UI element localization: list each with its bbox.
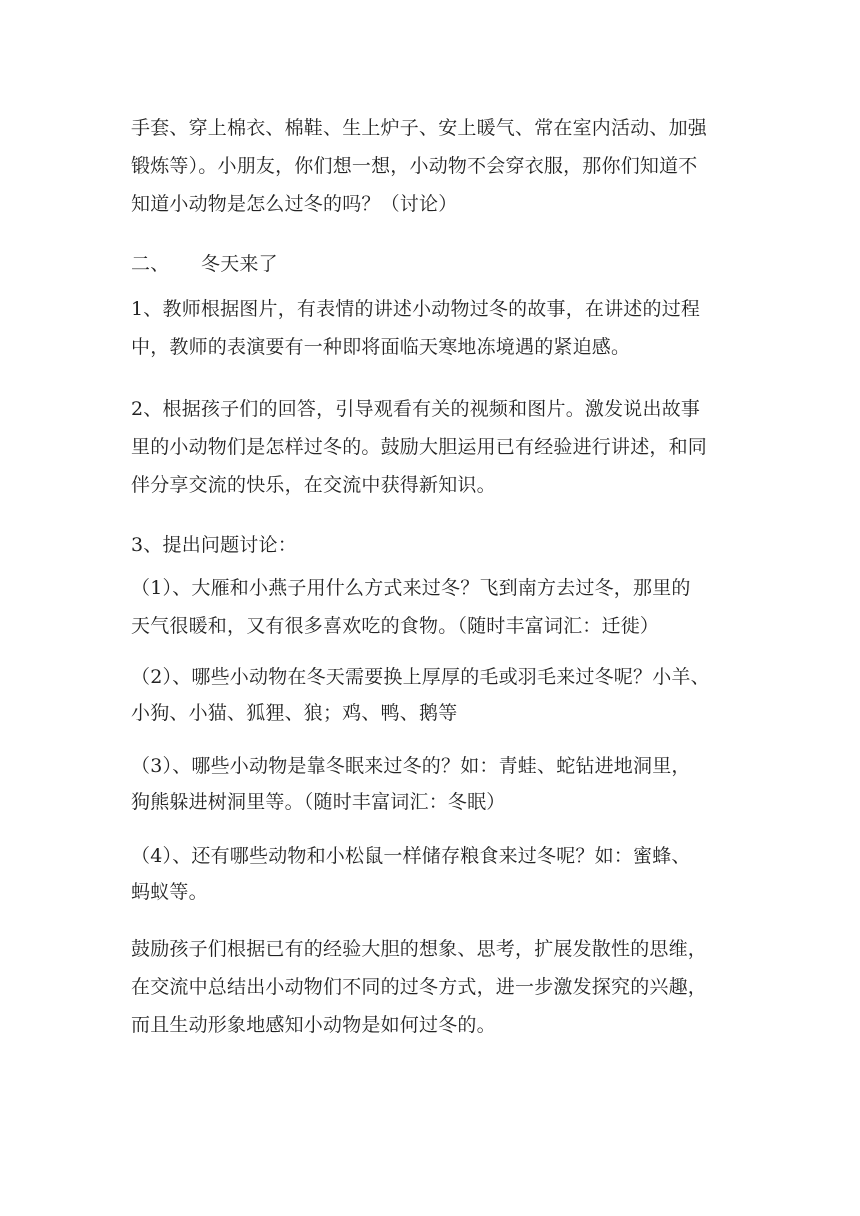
- text-line: 而且生动形象地感知小动物是如何过冬的。: [131, 1014, 496, 1036]
- text-line: （1）、大雁和小燕子用什么方式来过冬？飞到南方去过冬，那里的: [131, 577, 691, 599]
- question-2-paragraph: [131, 659, 741, 731]
- text-line: （3）、哪些小动物是靠冬眠来过冬的？如：青蛙、蛇钻进地洞里，: [131, 755, 691, 777]
- question-3-paragraph: [131, 748, 741, 820]
- text-line: 伴分享交流的快乐，在交流中获得新知识。: [131, 474, 496, 496]
- text-line: 天气很暖和，又有很多喜欢吃的食物。（随时丰富词汇：迁徙）: [131, 615, 660, 637]
- conclusion-paragraph: [131, 930, 741, 1044]
- text-line: 知道小动物是怎么过冬的吗？（讨论）: [131, 193, 458, 215]
- section-heading: [131, 245, 741, 283]
- section-heading-line: [131, 245, 741, 283]
- item-3-paragraph: [131, 526, 741, 564]
- text-line: （4）、还有哪些动物和小松鼠一样储存粮食来过冬呢？如：蜜蜂、: [131, 845, 691, 867]
- item-2-paragraph: [131, 390, 741, 504]
- intro-paragraph: [131, 109, 741, 223]
- text-line: 3、提出问题讨论：: [131, 534, 297, 556]
- section-title: 冬天来了: [201, 253, 278, 275]
- question-4-paragraph: [131, 838, 741, 910]
- text-line: 中，教师的表演要有一种即将面临天寒地冻境遇的紧迫感。: [131, 336, 631, 358]
- text-line: 鼓励孩子们根据已有的经验大胆的想象、思考，扩展发散性的思维，: [131, 938, 708, 960]
- text-line: 2、根据孩子们的回答，引导观看有关的视频和图片。激发说出故事: [131, 398, 701, 420]
- text-line: 手套、穿上棉衣、棉鞋、生上炉子、安上暖气、常在室内活动、加强: [131, 117, 708, 139]
- item-1-paragraph: [131, 290, 741, 366]
- text-line: 小狗、小猫、狐狸、狼；鸡、鸭、鹅等: [131, 702, 458, 724]
- text-line: 在交流中总结出小动物们不同的过冬方式，进一步激发探究的兴趣，: [131, 976, 708, 998]
- text-line: （2）、哪些小动物在冬天需要换上厚厚的毛或羽毛来过冬呢？小羊、: [131, 666, 710, 688]
- text-line: 锻炼等）。小朋友，你们想一想，小动物不会穿衣服，那你们知道不: [131, 155, 698, 177]
- text-line: 1、教师根据图片，有表情的讲述小动物过冬的故事，在讲述的过程: [131, 298, 701, 320]
- text-line: 狗熊躲进树洞里等。（随时丰富词汇：冬眠）: [131, 791, 506, 813]
- text-line: 里的小动物们是怎样过冬的。鼓励大胆运用已有经验进行讲述，和同: [131, 436, 708, 458]
- question-1-paragraph: [131, 569, 741, 645]
- text-line: 蚂蚁等。: [131, 881, 208, 903]
- section-number: 二、: [131, 253, 170, 275]
